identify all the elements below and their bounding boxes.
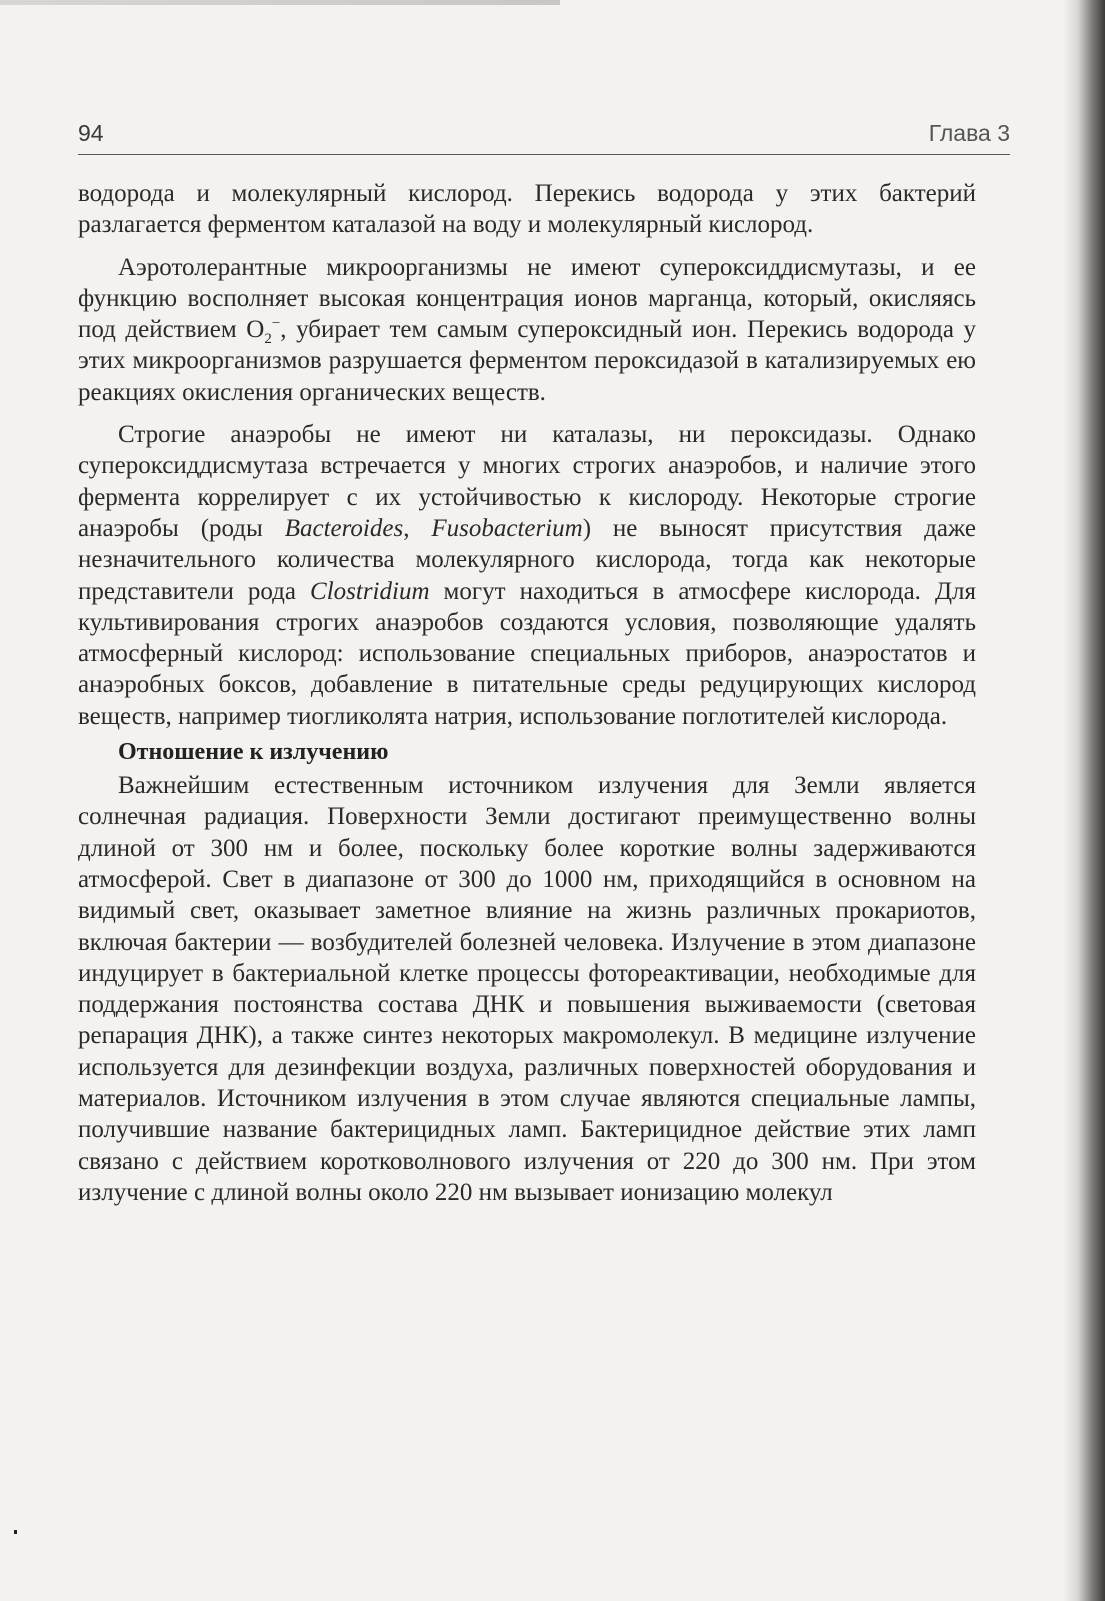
paragraph-2-text-b: , убирает тем самым супероксидный ион. Перекись водорода у этих микроорганизмов разрушается ферментом пероксидазой в катализируемых ею реакциях окисления органических веществ. [78,316,977,406]
paragraph-3-text-c: ) не выносят присутствия даже незначительного количества молекулярного кислорода, тогда как некоторые представители рода [78,514,976,605]
scan-speck [14,1530,17,1534]
paragraph-3-text-d: могут находиться в атмосфере кислорода. Для культивирования строгих анаэробов создаются условия, позволяющие удалять атмосферный кислород: использование специальных приборов, анаэростатов и анаэробных боксов, добавление в питательные среды редуцирующих кислород веществ, например тиогликолята натрия, использование поглотителей кислорода. [78,577,976,730]
paragraph-2 [78,252,976,408]
paragraph-3 [78,419,976,732]
paragraph-3-comma: , [403,514,432,542]
genus-bacteroides: Bacteroides [284,514,404,542]
subscript-2: 2 [264,331,272,348]
binding-shadow [1063,0,1105,1601]
page-body [78,178,976,1208]
paragraph-4: Важнейшим естественным источником излучения для Земли является солнечная радиация. Поверхности Земли достигают преимущественно волны длиной от 300 нм и более, поскольку более короткие волны задерживаются атмосферой. Свет в диапазоне от 300 до 1000 нм, приходящийся в основном на видимый свет, оказывает заметное влияние на жизнь различных прокариотов, включая бактерии — возбудителей болезней человека. Излучение в этом диапазоне индуцирует в бактериальной клетке процессы фотореактивации, необходимые для поддержания постоянства состава ДНК и повышения выживаемости (световая репарация ДНК), а также синтез некоторых макромолекул. В медицине излучение используется для дезинфекции воздуха, различных поверхностей оборудования и материалов. Источником излучения в этом случае являются специальные лампы, получившие название бактерицидных ламп. Бактерицидное действие этих ламп связано с действием коротковолнового излучения от 220 до 300 нм. При этом излучение с длиной волны около 220 нм вызывает ионизацию молекул [78,772,976,1206]
page-top-edge [0,0,560,5]
page-number: 94 [78,120,104,146]
superscript-minus: − [271,315,281,332]
running-head: Глава 3 [928,120,1010,146]
paragraph-3-text-a: Строгие анаэробы не имеют ни каталазы, ни пероксидазы. Однако супероксиддисмутаза встречается у многих строгих анаэробов, и наличие этого фермента коррелирует с их устойчивостью к кислороду. Некоторые строгие анаэробы (роды [78,421,976,542]
paragraph-2-text-a: Аэротолерантные микроорганизмы не имеют супероксиддисмутазы, и ее функцию восполняет высокая концентрация ионов марганца, который, окисляясь под действием O [78,253,976,344]
page-header [78,120,1010,155]
paragraph-1: водорода и молекулярный кислород. Перекись водорода у этих бактерий разлагается ферментом каталазой на воду и молекулярный кислород. [78,180,976,239]
genus-fusobacterium: Fusobacterium [431,514,583,542]
genus-clostridium: Clostridium [310,577,430,605]
section-subheading: Отношение к излучению [118,739,389,766]
